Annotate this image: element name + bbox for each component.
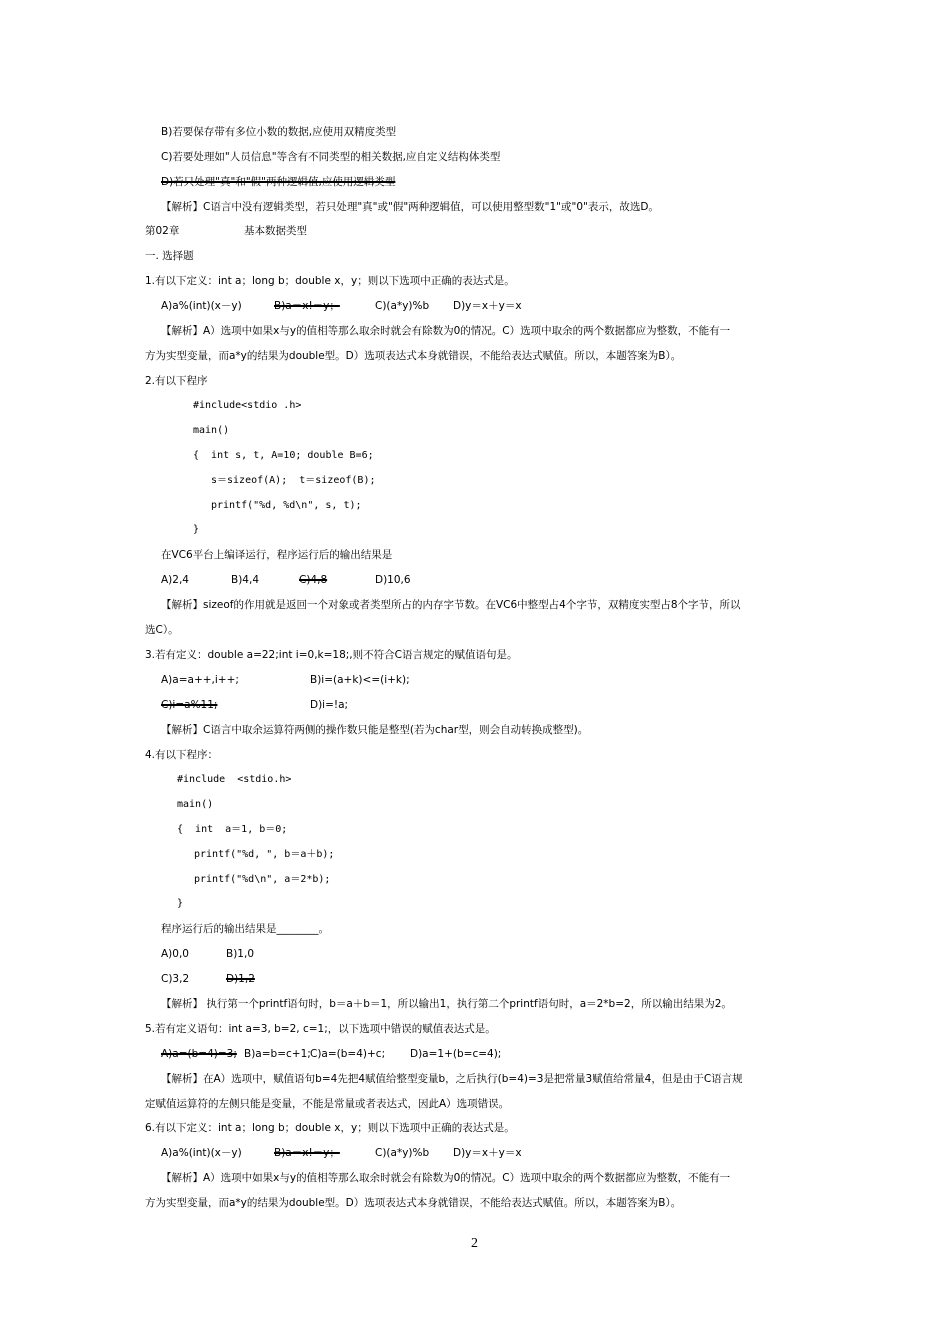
analysis-continued: 方为实型变量，而a*y的结果为double型。D）选项表达式本身就错误，不能给表达式赋值。所以，本题答案为B）。 — [145, 1197, 682, 1209]
option-b: B)若要保存带有多位小数的数据,应使用双精度类型 — [161, 126, 397, 138]
option-b: B)a=b=c+1; — [244, 1048, 311, 1060]
option-b: B)i=(a+k)<=(i+k); — [310, 674, 410, 686]
page-number: 2 — [471, 1236, 478, 1251]
section-heading: 一. 选择题 — [145, 250, 194, 262]
analysis: 【解析】C语言中取余运算符两侧的操作数只能是整型(若为char型，则会自动转换成整型)。 — [161, 724, 589, 736]
analysis: 【解析】 执行第一个printf语句时，b＝a＋b＝1，所以输出1，执行第二个printf语句时，a＝2*b=2，所以输出结果为2。 — [161, 998, 732, 1010]
code-line: { int s, t, A=10; double B=6; — [193, 450, 374, 461]
code-line: #include<stdio .h> — [193, 400, 302, 411]
analysis: 【解析】A）选项中如果x与y的值相等那么取余时就会有除数为0的情况。C）选项中取余的两个数据都应为整数，不能有一 — [161, 325, 731, 337]
code-line: printf("%d, ", b＝a＋b); — [194, 849, 335, 860]
analysis: 【解析】sizeof的作用就是返回一个对象或者类型所占的内存字节数。在VC6中整型占4个字节，双精度实型占8个字节，所以 — [161, 599, 741, 611]
analysis: 【解析】A）选项中如果x与y的值相等那么取余时就会有除数为0的情况。C）选项中取余的两个数据都应为整数，不能有一 — [161, 1172, 731, 1184]
option-b-struck: B)a＝x!＝y； — [274, 300, 340, 312]
code-line: main() — [193, 425, 230, 436]
option-b: B)4,4 — [231, 574, 259, 586]
option-c-struck: C)i=a%11; — [161, 699, 218, 711]
code-line: } — [177, 898, 184, 909]
option-a: A)a=a++,i++; — [161, 674, 239, 686]
code-line: printf("%d\n", a＝2*b); — [194, 874, 331, 885]
option-b: B)1,0 — [226, 948, 254, 960]
question-stem: 1.有以下定义：int a；long b；double x，y；则以下选项中正确的表达式是。 — [145, 275, 515, 287]
option-d: D)a=1+(b=c=4); — [410, 1048, 502, 1060]
question-ask: 在VC6平台上编译运行，程序运行后的输出结果是 — [161, 549, 393, 561]
analysis: 【解析】C语言中没有逻辑类型，若只处理"真"或"假"两种逻辑值，可以使用整型数"1"或"0"表示，故选D。 — [161, 201, 659, 213]
option-c: C)(a*y)%b — [375, 1147, 430, 1159]
question-stem: 2.有以下程序 — [145, 375, 208, 387]
question-ask: 程序运行后的输出结果是________。 — [161, 923, 329, 935]
code-line: s＝sizeof(A); t＝sizeof(B); — [211, 475, 376, 486]
option-d: D)y＝x＋y＝x — [453, 300, 522, 312]
option-d: D)10,6 — [375, 574, 411, 586]
code-line: printf("%d, %d\n", s, t); — [211, 500, 362, 511]
analysis-continued: 定赋值运算符的左侧只能是变量，不能是常量或者表达式，因此A）选项错误。 — [145, 1098, 510, 1110]
option-b-struck: B)a＝x!＝y； — [274, 1147, 340, 1159]
question-stem: 4.有以下程序： — [145, 749, 219, 761]
code-line: main() — [177, 799, 214, 810]
analysis: 【解析】在A）选项中，赋值语句b=4先把4赋值给整型变量b，之后执行(b=4)=3是把常量3赋值给常量4，但是由于C语言规 — [161, 1073, 743, 1085]
option-d-struck: D)1,2 — [226, 973, 255, 985]
question-stem: 5.若有定义语句：int a=3, b=2, c=1;，以下选项中错误的赋值表达式是。 — [145, 1023, 496, 1035]
option-a: A)0,0 — [161, 948, 189, 960]
analysis-continued: 选C）。 — [145, 624, 179, 636]
code-line: { int a＝1, b＝0; — [177, 824, 288, 835]
option-c: C)3,2 — [161, 973, 190, 985]
analysis-continued: 方为实型变量，而a*y的结果为double型。D）选项表达式本身就错误，不能给表达式赋值。所以，本题答案为B）。 — [145, 350, 682, 362]
code-line: } — [193, 524, 200, 535]
option-a: A)2,4 — [161, 574, 189, 586]
option-c: C)若要处理如"人员信息"等含有不同类型的相关数据,应自定义结构体类型 — [161, 151, 501, 163]
option-d: D)i=!a; — [310, 699, 349, 711]
option-c-struck: C)4,8 — [299, 574, 328, 586]
option-d: D)y＝x＋y＝x — [453, 1147, 522, 1159]
option-c: C)a=(b=4)+c; — [310, 1048, 386, 1060]
code-line: #include <stdio.h> — [177, 774, 292, 785]
option-a: A)a%(int)(x－y) — [161, 1147, 242, 1159]
chapter-number: 第02章 — [145, 225, 180, 237]
chapter-title: 基本数据类型 — [244, 225, 307, 237]
option-a-struck: A)a=(b=4)=3; — [161, 1048, 237, 1060]
option-c: C)(a*y)%b — [375, 300, 430, 312]
option-d-struck: D)若只处理"真"和"假"两种逻辑值,应使用逻辑类型 — [161, 176, 396, 188]
question-stem: 3.若有定义：double a=22;int i=0,k=18;,则不符合C语言规定的赋值语句是。 — [145, 649, 518, 661]
question-stem: 6.有以下定义：int a；long b；double x，y；则以下选项中正确的表达式是。 — [145, 1122, 515, 1134]
option-a: A)a%(int)(x－y) — [161, 300, 242, 312]
